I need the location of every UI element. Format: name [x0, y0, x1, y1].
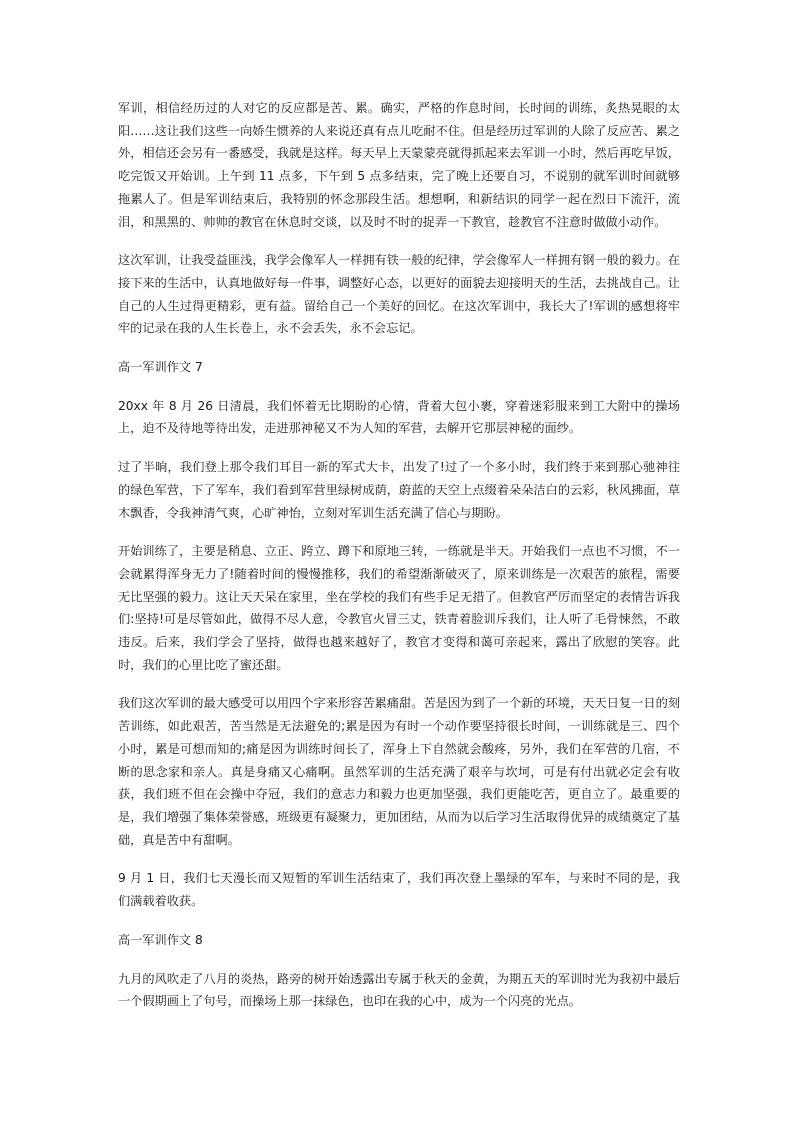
paragraph-4: 过了半晌，我们登上那令我们耳目一新的军式大卡，出发了!过了一个多小时，我们终于来到那心驰神往的绿色军营，下了军车，我们看到军营里绿树成荫，蔚蓝的天空上点缀着朵朵洁白的云彩，秋风拂面，草木飘香，令我神清气爽，心旷神怡，立刻对军训生活充满了信心与期盼。 — [118, 460, 680, 520]
paragraph-5: 开始训练了，主要是稍息、立正、跨立、蹲下和原地三转，一练就是半天。开始我们一点也不习惯，不一会就累得浑身无力了!随着时间的慢慢推移，我们的希望渐渐破灭了，原来训练是一次艰苦的旅程，需要无比坚强的毅力。这让天天呆在家里，坐在学校的我们有些手足无措了。但教官严厉而坚定的表情告诉我们:坚持!可是尽管如此，做得不尽人意，令教官火冒三丈，铁青着脸训斥我们，让人听了毛骨悚然，不敢违反。后来，我们学会了坚持，做得也越来越好了，教官才变得和蔼可亲起来，露出了欣慰的笑容。此时，我们的心里比吃了蜜还甜。 — [118, 544, 680, 672]
essay-heading-8: 高一军训作文 8 — [118, 932, 203, 947]
paragraph-3: 20xx 年 8 月 26 日清晨，我们怀着无比期盼的心情，背着大包小裹，穿着迷彩服来到工大附中的操场上，迫不及待地等待出发，走进那神秘又不为人知的军营，去解开它那层神秘的面纱。 — [118, 398, 680, 436]
paragraph-8: 九月的风吹走了八月的炎热，路旁的树开始透露出专属于秋天的金黄，为期五天的军训时光为我初中最后一个假期画上了句号，而操场上那一抹绿色，也印在我的心中，成为一个闪亮的光点。 — [118, 971, 680, 1009]
essay-heading-7: 高一军训作文 7 — [118, 360, 203, 375]
paragraph-7: 9 月 1 日，我们七天漫长而又短暂的军训生活结束了，我们再次登上墨绿的军车，与来时不同的是，我们满载着收获。 — [118, 871, 680, 909]
paragraph-6: 我们这次军训的最大感受可以用四个字来形容苦累痛甜。苦是因为到了一个新的环境，天天日复一日的刻苦训练，如此艰苦，苦当然是无法避免的;累是因为有时一个动作要坚持很长时间，一训练就是三、四个小时，累是可想而知的;痛是因为训练时间长了，浑身上下自然就会酸疼，另外，我们在军营的几宿，不断的思念家和亲人。真是身痛又心痛啊。虽然军训的生活充满了艰辛与坎坷，可是有付出就必定会有收获，我们班不但在会操中夺冠，我们的意志力和毅力也更加坚强，我们更能吃苦，更自立了。最重要的是，我们增强了集体荣誉感，班级更有凝聚力，更加团结，从而为以后学习生活取得优异的成绩奠定了基础，真是苦中有甜啊。 — [118, 696, 680, 847]
paragraph-2: 这次军训，让我受益匪浅，我学会像军人一样拥有铁一般的纪律，学会像军人一样拥有钢一般的毅力。在接下来的生活中，认真地做好每一件事，调整好心态，以更好的面貌去迎接明天的生活，去挑战自己。让自己的人生过得更精彩，更有益。留给自己一个美好的回忆。在这次军训中，我长大了!军训的感想将牢牢的记录在我的人生长卷上，永不会丢失，永不会忘记。 — [118, 253, 680, 336]
paragraph-1: 军训，相信经历过的人对它的反应都是苦、累。确实，严格的作息时间，长时间的训练，炙热晃眼的太阳……这让我们这些一向娇生惯养的人来说还真有点儿吃耐不住。但是经历过军训的人除了反应苦、累之外，相信还会另有一番感受，我就是这样。每天早上天蒙蒙亮就得抓起来去军训一小时，然后再吃早饭，吃完饭又开始训。上午到 11 点多，下午到 5 点多结束，完了晚上还要自习，不说别的就军训时间就够拖累人了。但是军训结束后，我特别的怀念那段生活。想想啊，和新结识的同学一起在烈日下流汗，流泪，和黑黑的、帅帅的教官在休息时交谈，以及时不时的捉弄一下教官，趁教官不注意时做做小动作。 — [118, 101, 680, 229]
document-page — [118, 97, 680, 1029]
